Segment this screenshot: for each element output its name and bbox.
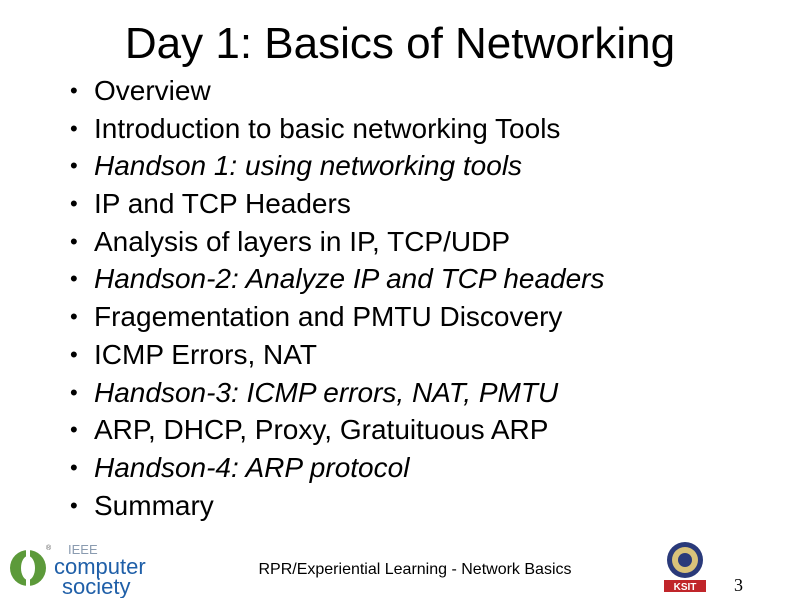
ieee-computer-society-logo (6, 536, 166, 598)
list-item (70, 185, 790, 223)
bullet-icon: • (70, 191, 78, 217)
bullet-text: Handson-3: ICMP errors, NAT, PMTU (94, 376, 559, 408)
ksit-emblem-core (678, 553, 692, 567)
bullet-text: Overview (94, 75, 211, 106)
bullet-text: ARP, DHCP, Proxy, Gratuituous ARP (94, 414, 549, 446)
slide-footer: RPR/Experiential Learning - Network Basics (258, 561, 572, 578)
registered-mark: ® (46, 545, 52, 552)
bullet-icon: • (70, 115, 78, 141)
list-item (70, 260, 790, 298)
bullet-icon: • (70, 417, 78, 443)
bullet-text: IP and TCP Headers (94, 188, 351, 220)
bullet-text: ICMP Errors, NAT (94, 338, 317, 370)
bullet-icon: • (70, 228, 78, 254)
bullet-text: Analysis of layers in IP, TCP/UDP (94, 225, 511, 257)
bullet-icon: • (70, 78, 78, 103)
bullet-text: Introduction to basic networking Tools (94, 112, 561, 144)
list-item (70, 110, 790, 148)
ksit-emblem-logo (662, 540, 708, 596)
bullet-icon: • (70, 341, 78, 367)
bullet-text: Handson 1: using networking tools (94, 150, 523, 182)
bullet-icon: • (70, 304, 78, 330)
bullet-icon: • (70, 379, 78, 405)
list-item (70, 72, 790, 110)
list-item (70, 298, 790, 336)
list-item (70, 147, 790, 185)
ieee-label: IEEE (68, 542, 98, 557)
bullet-icon: • (70, 492, 78, 518)
list-item (70, 223, 790, 261)
list-item (70, 411, 790, 449)
bullet-text: Summary (94, 489, 214, 521)
list-item (70, 487, 790, 525)
ksit-label: KSIT (673, 582, 697, 593)
bullet-text: Fragementation and PMTU Discovery (94, 301, 563, 333)
society-label: society (62, 574, 131, 598)
computer-label: computer (54, 554, 146, 579)
ieee-logo-phi-stem (26, 550, 30, 586)
list-item (70, 449, 790, 487)
bullet-list (70, 72, 790, 524)
list-item (70, 374, 790, 412)
bullet-text: Handson-4: ARP protocol (94, 451, 410, 483)
list-item (70, 336, 790, 374)
bullet-icon: • (70, 266, 78, 292)
bullet-text: Handson-2: Analyze IP and TCP headers (94, 263, 605, 295)
page-number: 3 (734, 575, 743, 595)
bullet-icon: • (70, 454, 78, 480)
bullet-icon: • (70, 153, 78, 179)
slide-title: Day 1: Basics of Networking (124, 19, 676, 68)
